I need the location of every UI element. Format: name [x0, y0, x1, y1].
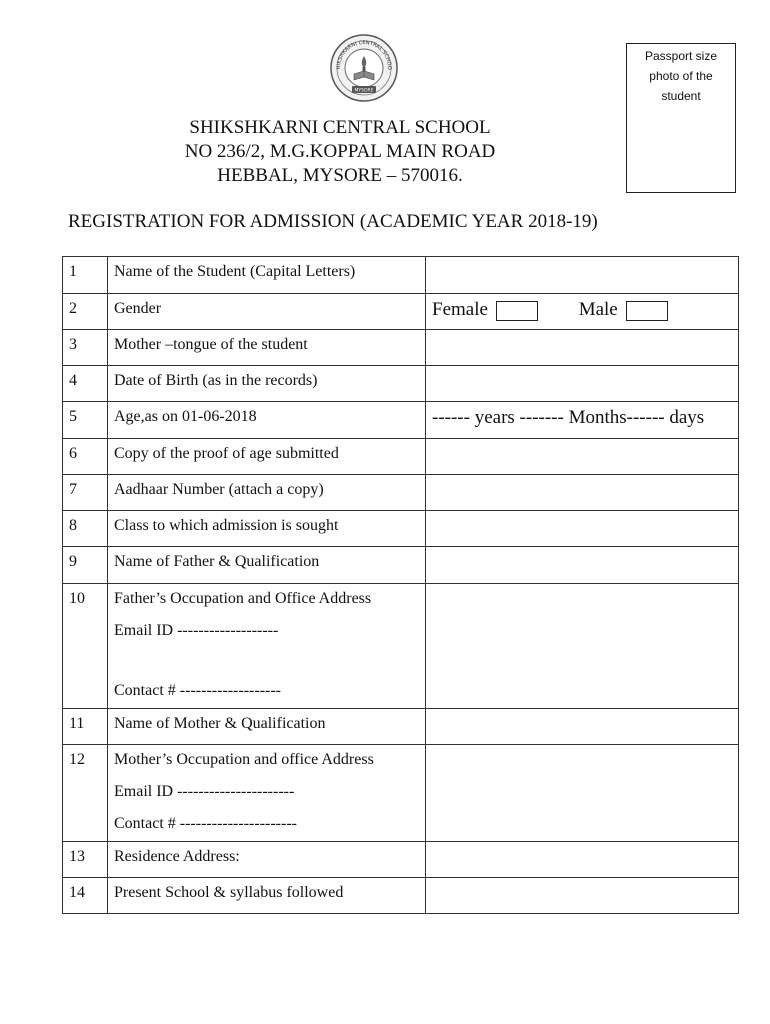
row-number: 3: [63, 330, 108, 366]
date-of-birth-field[interactable]: [426, 366, 739, 402]
aadhaar-field[interactable]: [426, 475, 739, 511]
table-row: [63, 366, 739, 402]
row-number: 12: [63, 745, 108, 842]
mother-email-line: Email ID ----------------------: [114, 783, 295, 800]
row-number: 1: [63, 257, 108, 294]
row-label: Mother –tongue of the student: [108, 330, 426, 366]
school-address-line-2: HEBBAL, MYSORE – 570016.: [217, 165, 463, 186]
father-email-line: Email ID -------------------: [114, 622, 279, 639]
present-school-field[interactable]: [426, 878, 739, 914]
registration-table: [62, 256, 739, 914]
row-label: Copy of the proof of age submitted: [108, 439, 426, 475]
school-address-line-1: NO 236/2, M.G.KOPPAL MAIN ROAD: [184, 141, 496, 162]
table-row: [63, 402, 739, 439]
age-field[interactable]: [426, 402, 739, 439]
svg-text:MYSORE: MYSORE: [354, 88, 374, 94]
row-number: 14: [63, 878, 108, 914]
table-row: [63, 842, 739, 878]
row-label: Aadhaar Number (attach a copy): [108, 475, 426, 511]
father-name-field[interactable]: [426, 547, 739, 584]
gender-male-label: Male: [578, 299, 618, 320]
row-number: 7: [63, 475, 108, 511]
row-label: Name of the Student (Capital Letters): [108, 257, 426, 294]
gender-female-label: Female: [432, 299, 488, 320]
row-number: 6: [63, 439, 108, 475]
row-label: Father’s Occupation and Office Address: [114, 590, 372, 607]
row-number: 11: [63, 709, 108, 745]
svg-text:SHIKSHKARNI CENTRAL SCHOOL: HIKSHKARNI CENTRAL SCHOO: [335, 39, 393, 70]
row-number: 8: [63, 511, 108, 547]
table-row: [63, 475, 739, 511]
proof-of-age-field[interactable]: [426, 439, 739, 475]
row-number: 4: [63, 366, 108, 402]
table-row: [63, 511, 739, 547]
mother-name-field[interactable]: [426, 709, 739, 745]
residence-address-field[interactable]: [426, 842, 739, 878]
row-number: 9: [63, 547, 108, 584]
table-row: [63, 257, 739, 294]
row-number: 5: [63, 402, 108, 439]
age-value: ------ years ------- Months------ days: [432, 407, 705, 428]
row-number: 10: [63, 584, 108, 709]
father-occupation-field[interactable]: [426, 584, 739, 709]
female-checkbox[interactable]: [496, 301, 538, 321]
row-label: Residence Address:: [108, 842, 426, 878]
row-label: Age,as on 01-06-2018: [108, 402, 426, 439]
photo-box-line-1: Passport size: [644, 49, 718, 63]
row-label: Class to which admission is sought: [108, 511, 426, 547]
table-row: [63, 584, 739, 709]
row-number: 13: [63, 842, 108, 878]
class-sought-field[interactable]: [426, 511, 739, 547]
table-row: [63, 547, 739, 584]
row-label-multi: [108, 584, 426, 709]
form-title: REGISTRATION FOR ADMISSION (ACADEMIC YEAR 2018-19): [68, 211, 598, 232]
row-label: Gender: [108, 294, 426, 330]
father-contact-line: Contact # -------------------: [114, 682, 281, 699]
row-number: 2: [63, 294, 108, 330]
photo-box-line-2: photo of the: [649, 69, 713, 83]
table-row: [63, 330, 739, 366]
table-row: [63, 709, 739, 745]
table-row: [63, 878, 739, 914]
mother-contact-line: Contact # ----------------------: [114, 815, 297, 832]
school-name: SHIKSHKARNI CENTRAL SCHOOL: [189, 117, 491, 138]
mother-tongue-field[interactable]: [426, 330, 739, 366]
photo-box-line-3: student: [661, 89, 701, 103]
gender-field: [426, 294, 739, 330]
table-row: [63, 439, 739, 475]
mother-occupation-field[interactable]: [426, 745, 739, 842]
row-label: Name of Father & Qualification: [108, 547, 426, 584]
school-logo: [330, 34, 398, 102]
passport-photo-box: [626, 43, 736, 193]
table-row: [63, 294, 739, 330]
school-header: [140, 116, 540, 188]
row-label: Date of Birth (as in the records): [108, 366, 426, 402]
table-row: [63, 745, 739, 842]
student-name-field[interactable]: [426, 257, 739, 294]
row-label: Mother’s Occupation and office Address: [114, 751, 374, 768]
row-label-multi: [108, 745, 426, 842]
male-checkbox[interactable]: [626, 301, 668, 321]
row-label: Present School & syllabus followed: [108, 878, 426, 914]
row-label: Name of Mother & Qualification: [108, 709, 426, 745]
